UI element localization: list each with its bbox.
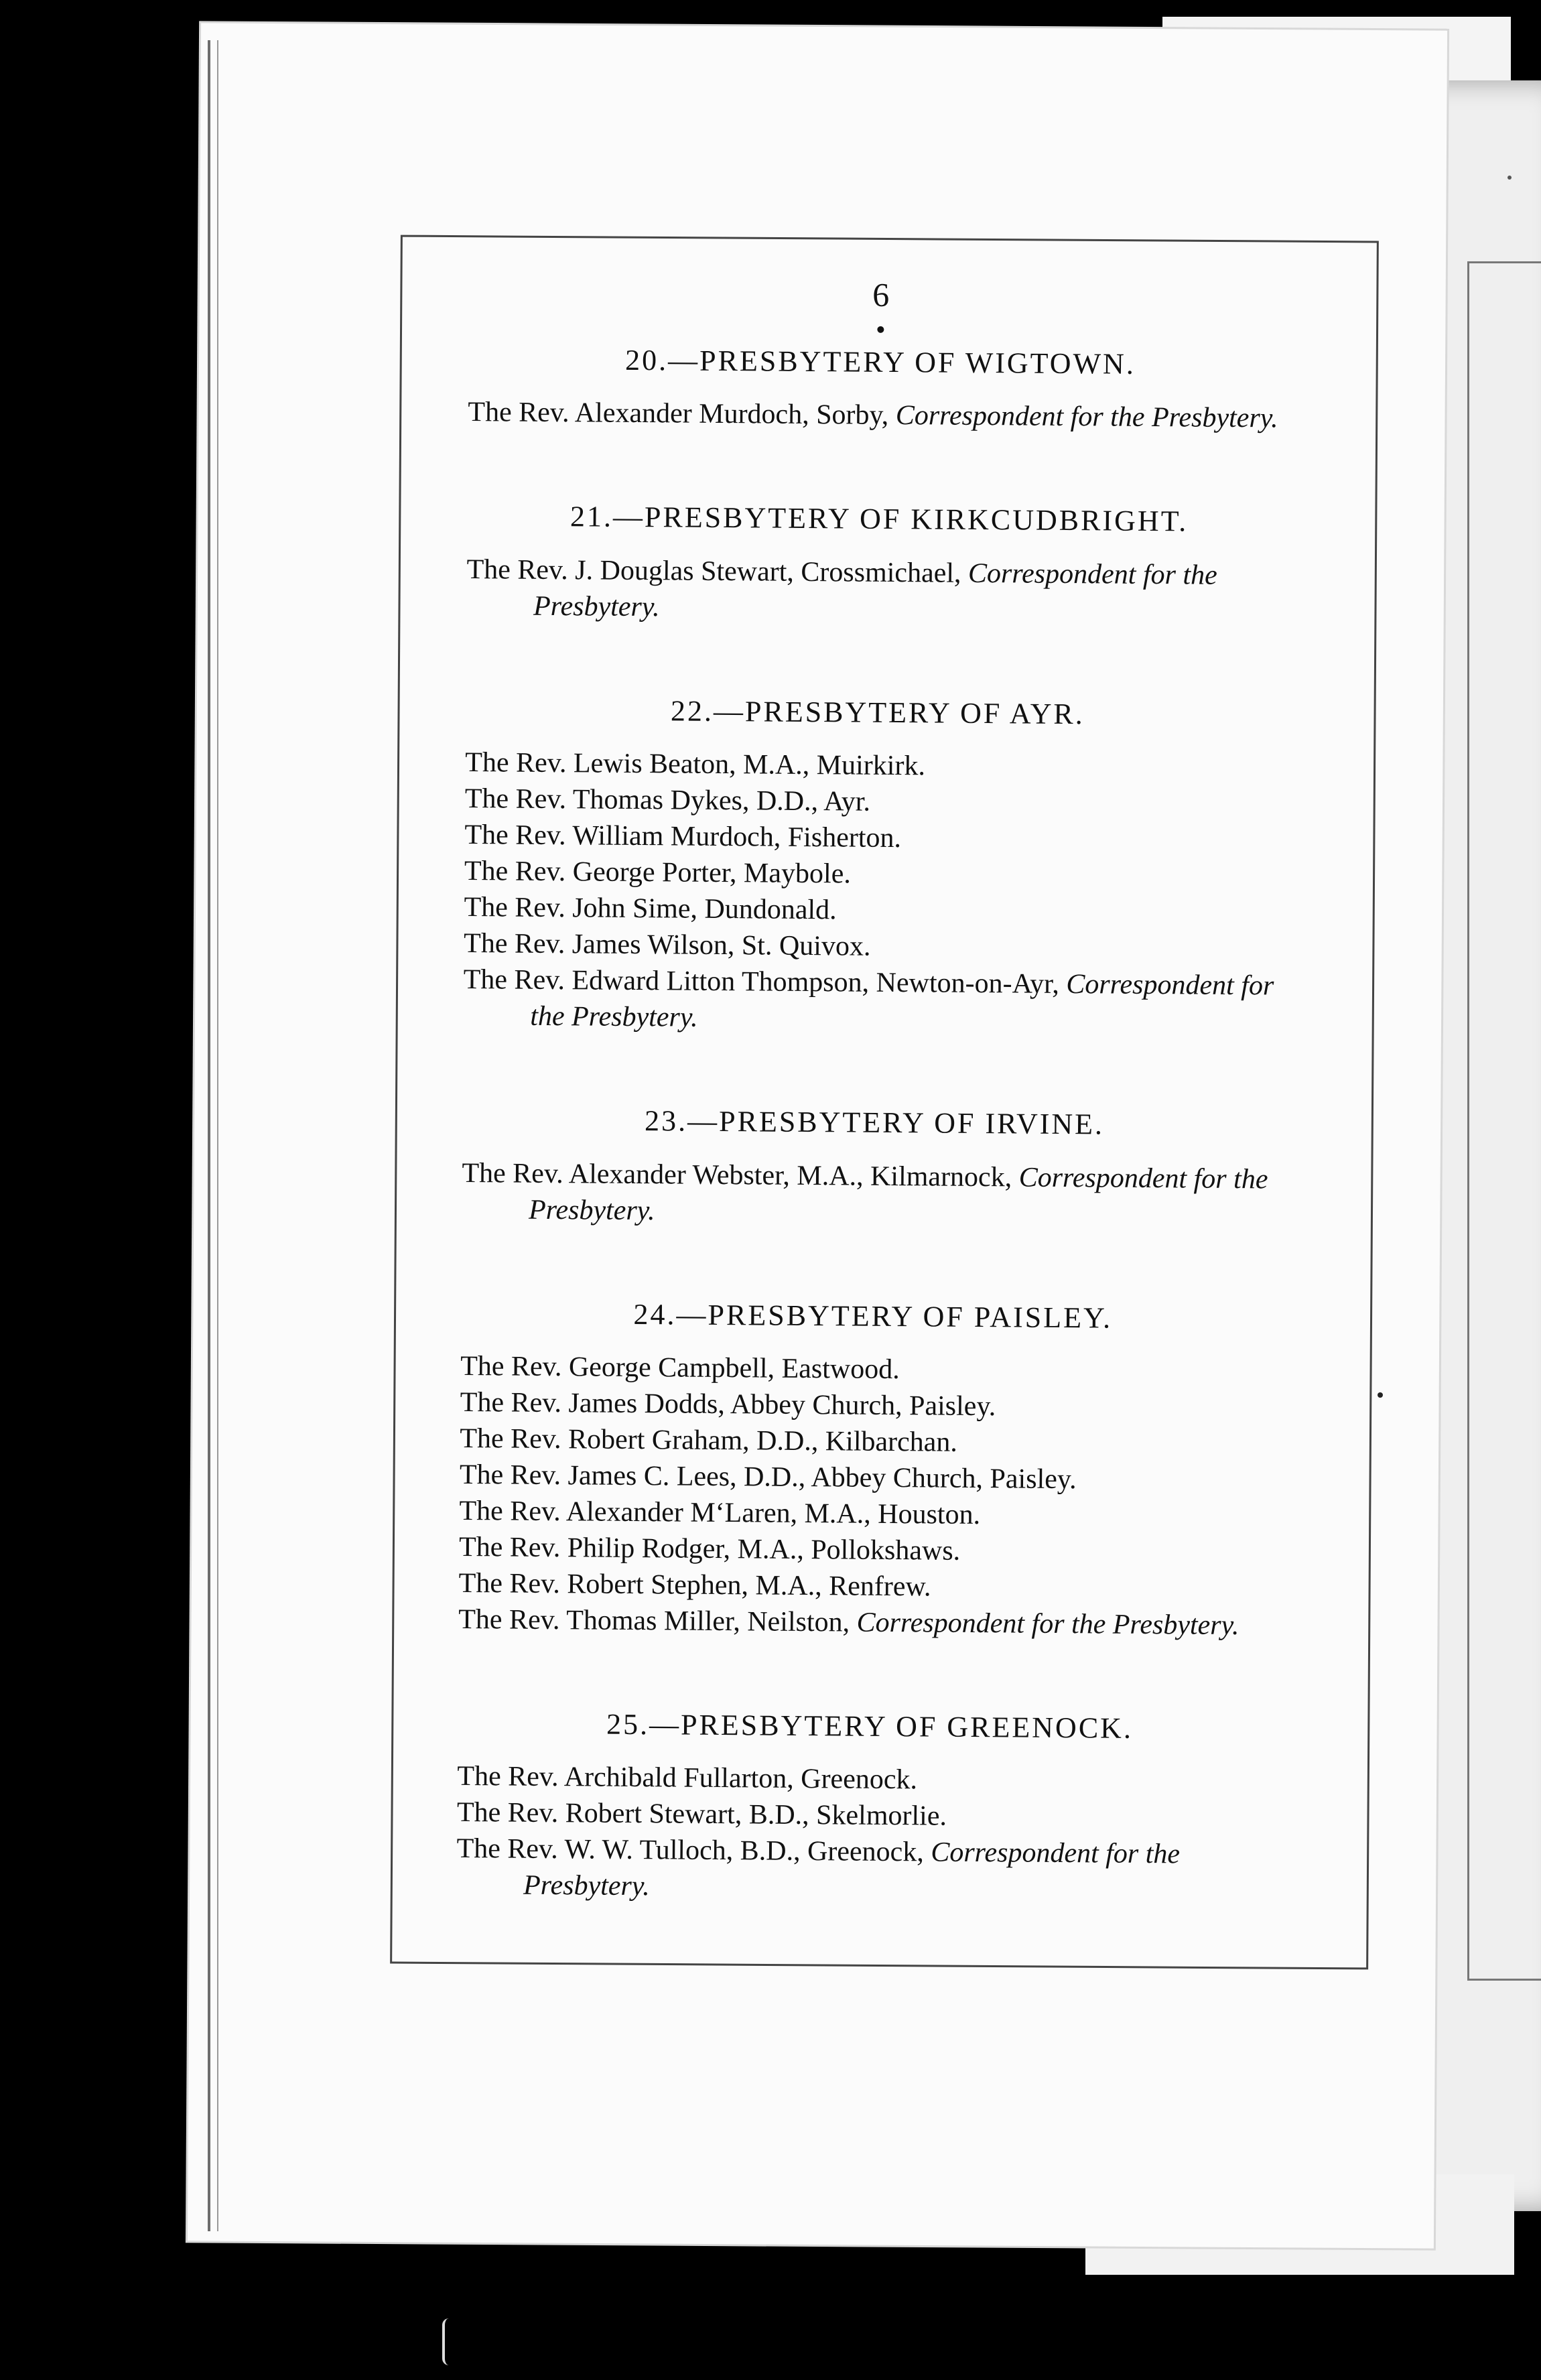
ornament-dot bbox=[877, 326, 884, 333]
minister-name: The Rev. George Porter, Maybole. bbox=[464, 856, 851, 890]
minister-name: The Rev. Thomas Miller, Neilston, bbox=[458, 1603, 857, 1638]
presbytery-section bbox=[462, 1104, 1286, 1234]
section-heading: 22.—PRESBYTERY OF AYR. bbox=[670, 694, 1085, 731]
minister-entry bbox=[460, 1384, 1284, 1427]
section-heading: 25.—PRESBYTERY OF GREENOCK. bbox=[606, 1707, 1134, 1745]
minister-name: The Rev. Lewis Beaton, M.A., Muirkirk. bbox=[465, 747, 926, 782]
presbytery-section bbox=[458, 1297, 1285, 1644]
minister-list bbox=[462, 1155, 1286, 1234]
correspondent-note: Correspondent for the Presbytery. bbox=[530, 969, 1274, 1033]
scan-mark bbox=[442, 2318, 454, 2365]
presbytery-sections bbox=[456, 343, 1292, 1910]
section-heading: 20.—PRESBYTERY OF WIGTOWN. bbox=[624, 343, 1136, 381]
minister-name: The Rev. Robert Stephen, M.A., Renfrew. bbox=[458, 1567, 931, 1603]
minister-entry bbox=[464, 889, 1288, 932]
minister-entry bbox=[464, 853, 1288, 896]
minister-name: The Rev. Robert Stewart, B.D., Skelmorlie. bbox=[456, 1797, 947, 1833]
minister-entry bbox=[458, 1565, 1282, 1608]
page-number: 6 bbox=[872, 275, 890, 314]
presbytery-section bbox=[468, 343, 1292, 437]
minister-entry bbox=[466, 551, 1291, 631]
minister-name: The Rev. Robert Graham, D.D., Kilbarchan. bbox=[460, 1423, 958, 1458]
minister-name: The Rev. Philip Rodger, M.A., Pollokshaws. bbox=[458, 1531, 961, 1567]
minister-entry bbox=[457, 1758, 1281, 1801]
minister-name: The Rev. Alexander Murdoch, Sorby, bbox=[468, 397, 896, 432]
minister-name: The Rev. Alexander M‘Laren, M.A., Houston. bbox=[459, 1495, 981, 1531]
minister-entry bbox=[460, 1457, 1284, 1500]
page-content bbox=[456, 275, 1293, 1957]
presbytery-section bbox=[456, 1707, 1282, 1910]
minister-entry bbox=[459, 1529, 1283, 1572]
minister-name: The Rev. John Sime, Dundonald. bbox=[464, 892, 837, 926]
minister-entry bbox=[460, 1420, 1284, 1463]
page-edge bbox=[208, 40, 218, 2231]
minister-list bbox=[463, 744, 1289, 1041]
presbytery-section bbox=[463, 693, 1290, 1041]
section-heading: 23.—PRESBYTERY OF IRVINE. bbox=[644, 1104, 1105, 1141]
presbytery-section bbox=[466, 500, 1291, 630]
minister-list bbox=[466, 551, 1291, 631]
scan-speck bbox=[1378, 1392, 1383, 1398]
minister-entry bbox=[465, 744, 1289, 787]
minister-entry bbox=[462, 1155, 1286, 1234]
minister-name: The Rev. J. Douglas Stewart, Crossmichael, bbox=[466, 553, 969, 589]
minister-entry bbox=[464, 925, 1288, 968]
minister-name: The Rev. James C. Lees, D.D., Abbey Church, Paisley. bbox=[459, 1459, 1077, 1496]
section-heading: 24.—PRESBYTERY OF PAISLEY. bbox=[633, 1297, 1113, 1335]
minister-entry bbox=[456, 1831, 1281, 1910]
correspondent-note: Correspondent for the Presbytery. bbox=[528, 1162, 1268, 1226]
adjacent-page-frame bbox=[1467, 261, 1541, 1981]
minister-name: The Rev. Alexander Webster, M.A., Kilmarnock, bbox=[462, 1157, 1019, 1193]
minister-name: The Rev. William Murdoch, Fisherton. bbox=[464, 819, 902, 854]
minister-entry bbox=[459, 1493, 1283, 1536]
minister-name: The Rev. Edward Litton Thompson, Newton-on-Ayr, bbox=[463, 964, 1067, 1000]
minister-list bbox=[456, 1758, 1282, 1910]
correspondent-note: Correspondent for the Presbytery. bbox=[856, 1607, 1240, 1642]
minister-entry bbox=[464, 817, 1288, 860]
scan-speck bbox=[1508, 176, 1512, 180]
minister-list bbox=[468, 394, 1292, 437]
minister-entry bbox=[460, 1348, 1284, 1391]
minister-name: The Rev. Archibald Fullarton, Greenock. bbox=[457, 1761, 918, 1796]
minister-list bbox=[458, 1348, 1284, 1644]
minister-entry bbox=[457, 1794, 1281, 1837]
minister-name: The Rev. James Dodds, Abbey Church, Paisley. bbox=[460, 1386, 996, 1423]
minister-name: The Rev. James Wilson, St. Quivox. bbox=[463, 928, 871, 962]
correspondent-note: Correspondent for the Presbytery. bbox=[533, 557, 1217, 623]
minister-name: The Rev. W. W. Tulloch, B.D., Greenock, bbox=[456, 1833, 931, 1868]
minister-entry bbox=[463, 962, 1288, 1041]
minister-name: The Rev. George Campbell, Eastwood. bbox=[460, 1350, 900, 1386]
minister-entry bbox=[465, 781, 1289, 823]
minister-entry bbox=[468, 394, 1292, 437]
minister-name: The Rev. Thomas Dykes, D.D., Ayr. bbox=[464, 783, 871, 817]
section-heading: 21.—PRESBYTERY OF KIRKCUDBRIGHT. bbox=[570, 500, 1189, 538]
minister-entry bbox=[458, 1601, 1282, 1644]
correspondent-note: Correspondent for the Presbytery. bbox=[895, 400, 1278, 434]
correspondent-note: Correspondent for the Presbytery. bbox=[523, 1837, 1181, 1902]
